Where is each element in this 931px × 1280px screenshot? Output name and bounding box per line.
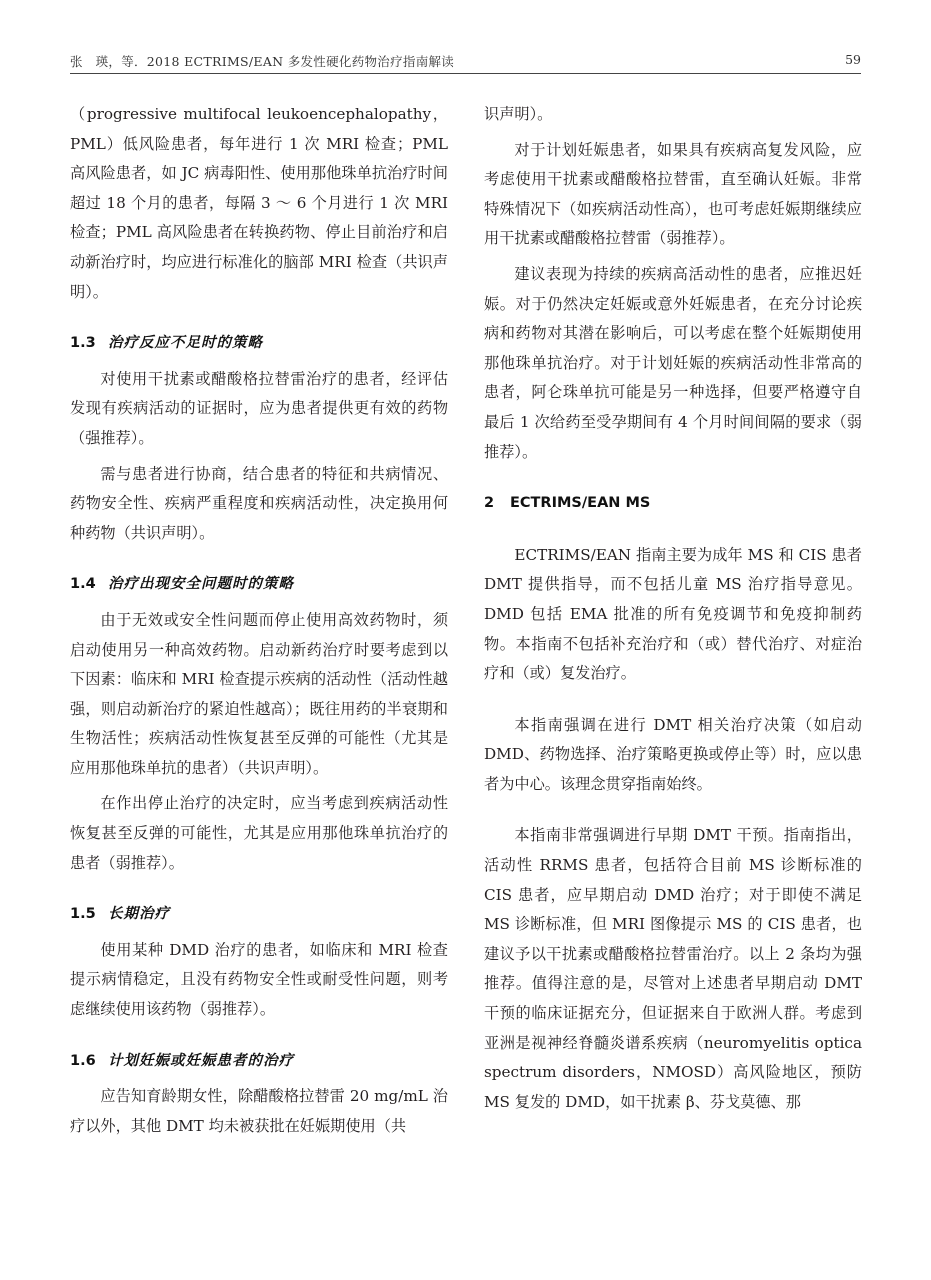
section-number: 1.5 <box>70 906 96 923</box>
paragraph: ECTRIMS/EAN 指南主要为成年 MS 和 CIS 患者 DMT 提供指导，而不包括儿童 MS 治疗指导意见。DMD 包括 EMA 批准的所有免疫调节和免疫抑制药物。本指南不包括补充治疗和（或）替代治疗、对症治疗和（或）复发治疗。 <box>484 545 862 683</box>
section-heading-1-5 <box>70 900 448 930</box>
section-title: 治疗出现安全问题时的策略 <box>108 576 294 593</box>
section-heading-1-3 <box>70 329 448 359</box>
paragraph: 使用某种 DMD 治疗的患者，如临床和 MRI 检查提示病情稳定，且没有药物安全性或耐受性问题，则考虑继续使用该药物（弱推荐）。 <box>70 940 448 1019</box>
section-heading-2 <box>484 489 862 519</box>
header-rule <box>70 73 861 74</box>
paragraph: 由于无效或安全性问题而停止使用高效药物时，须启动使用另一种高效药物。启动新药治疗时要考虑到以下因素：临床和 MRI 检查提示疾病的活动性（活动性越强，则启动新治疗的紧迫性越高）；既往用药的半衰期和生物活性；疾病活动性恢复甚至反弹的可能性（尤其是应用那他珠单抗的患者）（共识声明）。 <box>70 610 448 777</box>
section-number: 1.6 <box>70 1052 96 1069</box>
section-number: 1.3 <box>70 335 96 352</box>
left-column <box>70 100 448 1141</box>
running-header <box>70 52 861 72</box>
section-title: 长期治疗 <box>108 906 170 923</box>
paragraph: 本指南强调在进行 DMT 相关治疗决策（如启动 DMD、药物选择、治疗策略更换或停止等）时，应以患者为中心。该理念贯穿指南始终。 <box>484 715 862 793</box>
paragraph: 需与患者进行协商，结合患者的特征和共病情况、药物安全性、疾病严重程度和疾病活动性，决定换用何种药物（共识声明）。 <box>70 464 448 542</box>
section-title: 计划妊娠或妊娠患者的治疗 <box>108 1052 294 1069</box>
section-title: ECTRIMS/EAN MS <box>510 495 651 512</box>
section-heading-1-4 <box>70 570 448 600</box>
paragraph: 本指南非常强调进行早期 DMT 干预。指南指出，活动性 RRMS 患者，包括符合目前 MS 诊断标准的 CIS 患者，应早期启动 DMD 治疗；对于即使不满足 MS 诊断标准，但 MRI 图像提示 MS 的 CIS 患者，也建议予以干扰素或醋酸格拉替雷治疗。以上 2 条均为强推荐。值得注意的是，尽管对上述患者早期启动 DMT 干预的临床证据充分，但证据来自于欧洲人群。考虑到亚洲是视神经脊髓炎谱系疾病（neuromyelitis optica spectrum disorders，NMOSD）高风险地区，预防 MS 复发的 DMD，如干扰素 β、芬戈莫德、那 <box>484 826 862 1111</box>
section-heading-1-6 <box>70 1047 448 1077</box>
paragraph: （progressive multifocal leukoencephalopathy，PML）低风险患者，每年进行 1 次 MRI 检查；PML 高风险患者，如 JC 病毒阳性、使用那他珠单抗治疗时间超过 18 个月的患者，每隔 3 ～ 6 个月进行 1 次 MRI 检查；PML 高风险患者在转换药物、停止目前治疗和启动新治疗时，均应进行标准化的脑部 MRI 检查（共识声明）。 <box>70 105 448 301</box>
running-title: 张 瑛，等．2018 ECTRIMS/EAN 多发性硬化药物治疗指南解读 <box>70 54 455 69</box>
paragraph: 对使用干扰素或醋酸格拉替雷治疗的患者，经评估发现有疾病活动的证据时，应为患者提供更有效的药物（强推荐）。 <box>70 369 448 447</box>
paragraph: 在作出停止治疗的决定时，应当考虑到疾病活动性恢复甚至反弹的可能性，尤其是应用那他珠单抗治疗的患者（弱推荐）。 <box>70 794 448 872</box>
page-number: 59 <box>845 52 861 67</box>
paragraph: 识声明）。 <box>484 105 553 123</box>
right-column <box>484 100 862 1117</box>
paragraph: 对于计划妊娠患者，如果具有疾病高复发风险，应考虑使用干扰素或醋酸格拉替雷，直至确认妊娠。非常特殊情况下（如疾病活动性高），也可考虑妊娠期继续应用干扰素或醋酸格拉替雷（弱推荐）。 <box>484 140 862 248</box>
paragraph: 应告知育龄期女性，除醋酸格拉替雷 20 mg/mL 治疗以外，其他 DMT 均未被获批在妊娠期使用（共 <box>70 1087 448 1135</box>
section-number: 2 <box>484 495 495 512</box>
section-number: 1.4 <box>70 576 96 593</box>
paragraph: 建议表现为持续的疾病高活动性的患者，应推迟妊娠。对于仍然决定妊娠或意外妊娠患者，在充分讨论疾病和药物对其潜在影响后，可以考虑在整个妊娠期使用那他珠单抗治疗。对于计划妊娠的疾病活动性非常高的患者，阿仑珠单抗可能是另一种选择，但要严格遵守自最后 1 次给药至受孕期间有 4 个月时间间隔的要求（弱推荐）。 <box>484 264 862 461</box>
section-title: 治疗反应不足时的策略 <box>108 335 263 352</box>
